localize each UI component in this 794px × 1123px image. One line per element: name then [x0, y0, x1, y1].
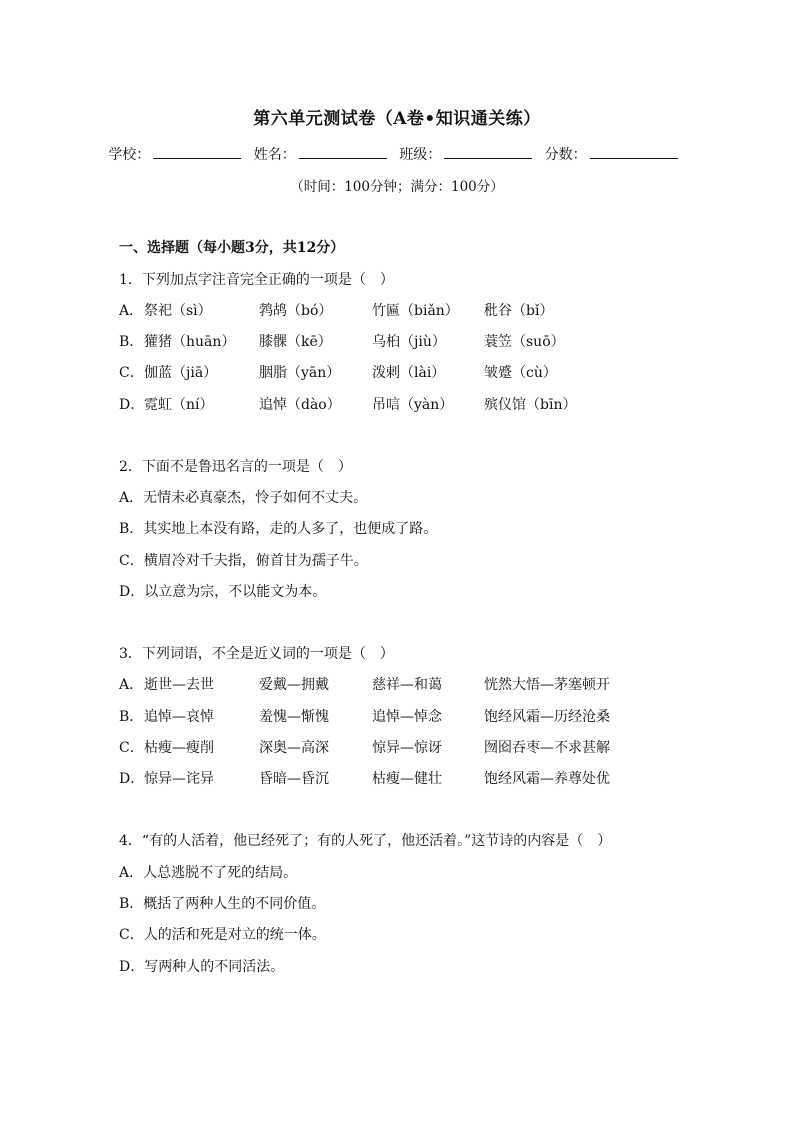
school-blank[interactable] [153, 144, 241, 159]
option-item: 皱蹙（cù） [484, 365, 557, 381]
option-label: D． [119, 397, 145, 413]
q2-option-d[interactable]: D．以立意为宗，不以能文为本。 [119, 584, 327, 600]
student-info-row [0, 144, 794, 164]
option-item: 殡仪馆（bīn） [484, 397, 577, 413]
option-item: 秕谷（bǐ） [484, 303, 554, 319]
section-heading: 一、选择题（每小题3分，共12分） [119, 240, 345, 256]
q2-option-a[interactable]: A．无情未必真豪杰，怜子如何不丈夫。 [119, 490, 368, 506]
option-item: 膝髁（kē） [259, 334, 332, 350]
option-label: D． [119, 771, 145, 787]
option-item: 追悼—哀悼 [144, 709, 214, 725]
option-label: A． [119, 303, 144, 319]
option-item: 吊唁（yàn） [372, 397, 454, 413]
option-item: 枯瘦—瘦削 [144, 740, 214, 756]
option-item: 霓虹（ní） [144, 397, 214, 413]
option-item: 爱戴—拥戴 [259, 677, 329, 693]
school-label: 学校： [108, 147, 151, 163]
question-1-stem: 1．下列加点字注音完全正确的一项是（ ） [119, 272, 394, 288]
question-4-stem: 4．“有的人活着，他已经死了；有的人死了，他还活着。”这节诗的内容是（ ） [119, 833, 612, 849]
name-blank[interactable] [299, 144, 387, 159]
option-item: 羞愧—惭愧 [259, 709, 329, 725]
score-blank[interactable] [590, 144, 678, 159]
q4-option-d[interactable]: D．写两种人的不同活法。 [119, 959, 285, 975]
option-item: 胭脂（yān） [259, 365, 341, 381]
option-item: 鹁鸪（bó） [259, 303, 333, 319]
name-label: 姓名： [253, 147, 296, 163]
class-label: 班级： [399, 147, 442, 163]
option-item: 惊异—惊讶 [372, 740, 442, 756]
option-item: 蓑笠（suō） [484, 334, 565, 350]
score-label: 分数： [544, 147, 587, 163]
option-item: 追悼—悼念 [372, 709, 442, 725]
option-item: 獾猪（huān） [144, 334, 236, 350]
q2-option-c[interactable]: C．横眉冷对千夫指，俯首甘为孺子牛。 [119, 553, 368, 569]
option-item: 昏暗—昏沉 [259, 771, 329, 787]
option-item: 泼剌（lài） [372, 365, 446, 381]
option-item: 逝世—去世 [144, 677, 214, 693]
option-item: 囫囵吞枣—不求甚解 [484, 740, 610, 756]
option-item: 慈祥—和蔼 [372, 677, 442, 693]
option-item: 深奥—高深 [259, 740, 329, 756]
option-item: 枯瘦—健壮 [372, 771, 442, 787]
option-item: 祭祀（sì） [144, 303, 212, 319]
option-label: A． [119, 677, 144, 693]
time-note: （时间：100分钟；满分：100分） [290, 179, 504, 195]
option-item: 恍然大悟—茅塞顿开 [484, 677, 610, 693]
option-item: 伽蓝（jiā） [144, 365, 218, 381]
option-item: 饱经风霜—养尊处优 [484, 771, 610, 787]
question-3-stem: 3．下列词语，不全是近义词的一项是（ ） [119, 646, 394, 662]
exam-title: 第六单元测试卷（A卷•知识通关练） [253, 109, 541, 129]
q4-option-c[interactable]: C．人的活和死是对立的统一体。 [119, 927, 326, 943]
option-item: 乌桕（jiù） [372, 334, 446, 350]
option-label: C． [119, 740, 144, 756]
q4-option-a[interactable]: A．人总逃脱不了死的结局。 [119, 865, 298, 881]
class-blank[interactable] [444, 144, 532, 159]
option-item: 追悼（dào） [259, 397, 341, 413]
option-label: C． [119, 365, 144, 381]
question-2-stem: 2．下面不是鲁迅名言的一项是（ ） [119, 459, 352, 475]
option-item: 惊异—诧异 [144, 771, 214, 787]
q2-option-b[interactable]: B．其实地上本没有路，走的人多了，也便成了路。 [119, 521, 438, 537]
option-item: 饱经风霜—历经沧桑 [484, 709, 610, 725]
q4-option-b[interactable]: B．概括了两种人生的不同价值。 [119, 896, 326, 912]
option-label: B． [119, 709, 144, 725]
option-label: B． [119, 334, 144, 350]
option-item: 竹匾（biǎn） [372, 303, 459, 319]
